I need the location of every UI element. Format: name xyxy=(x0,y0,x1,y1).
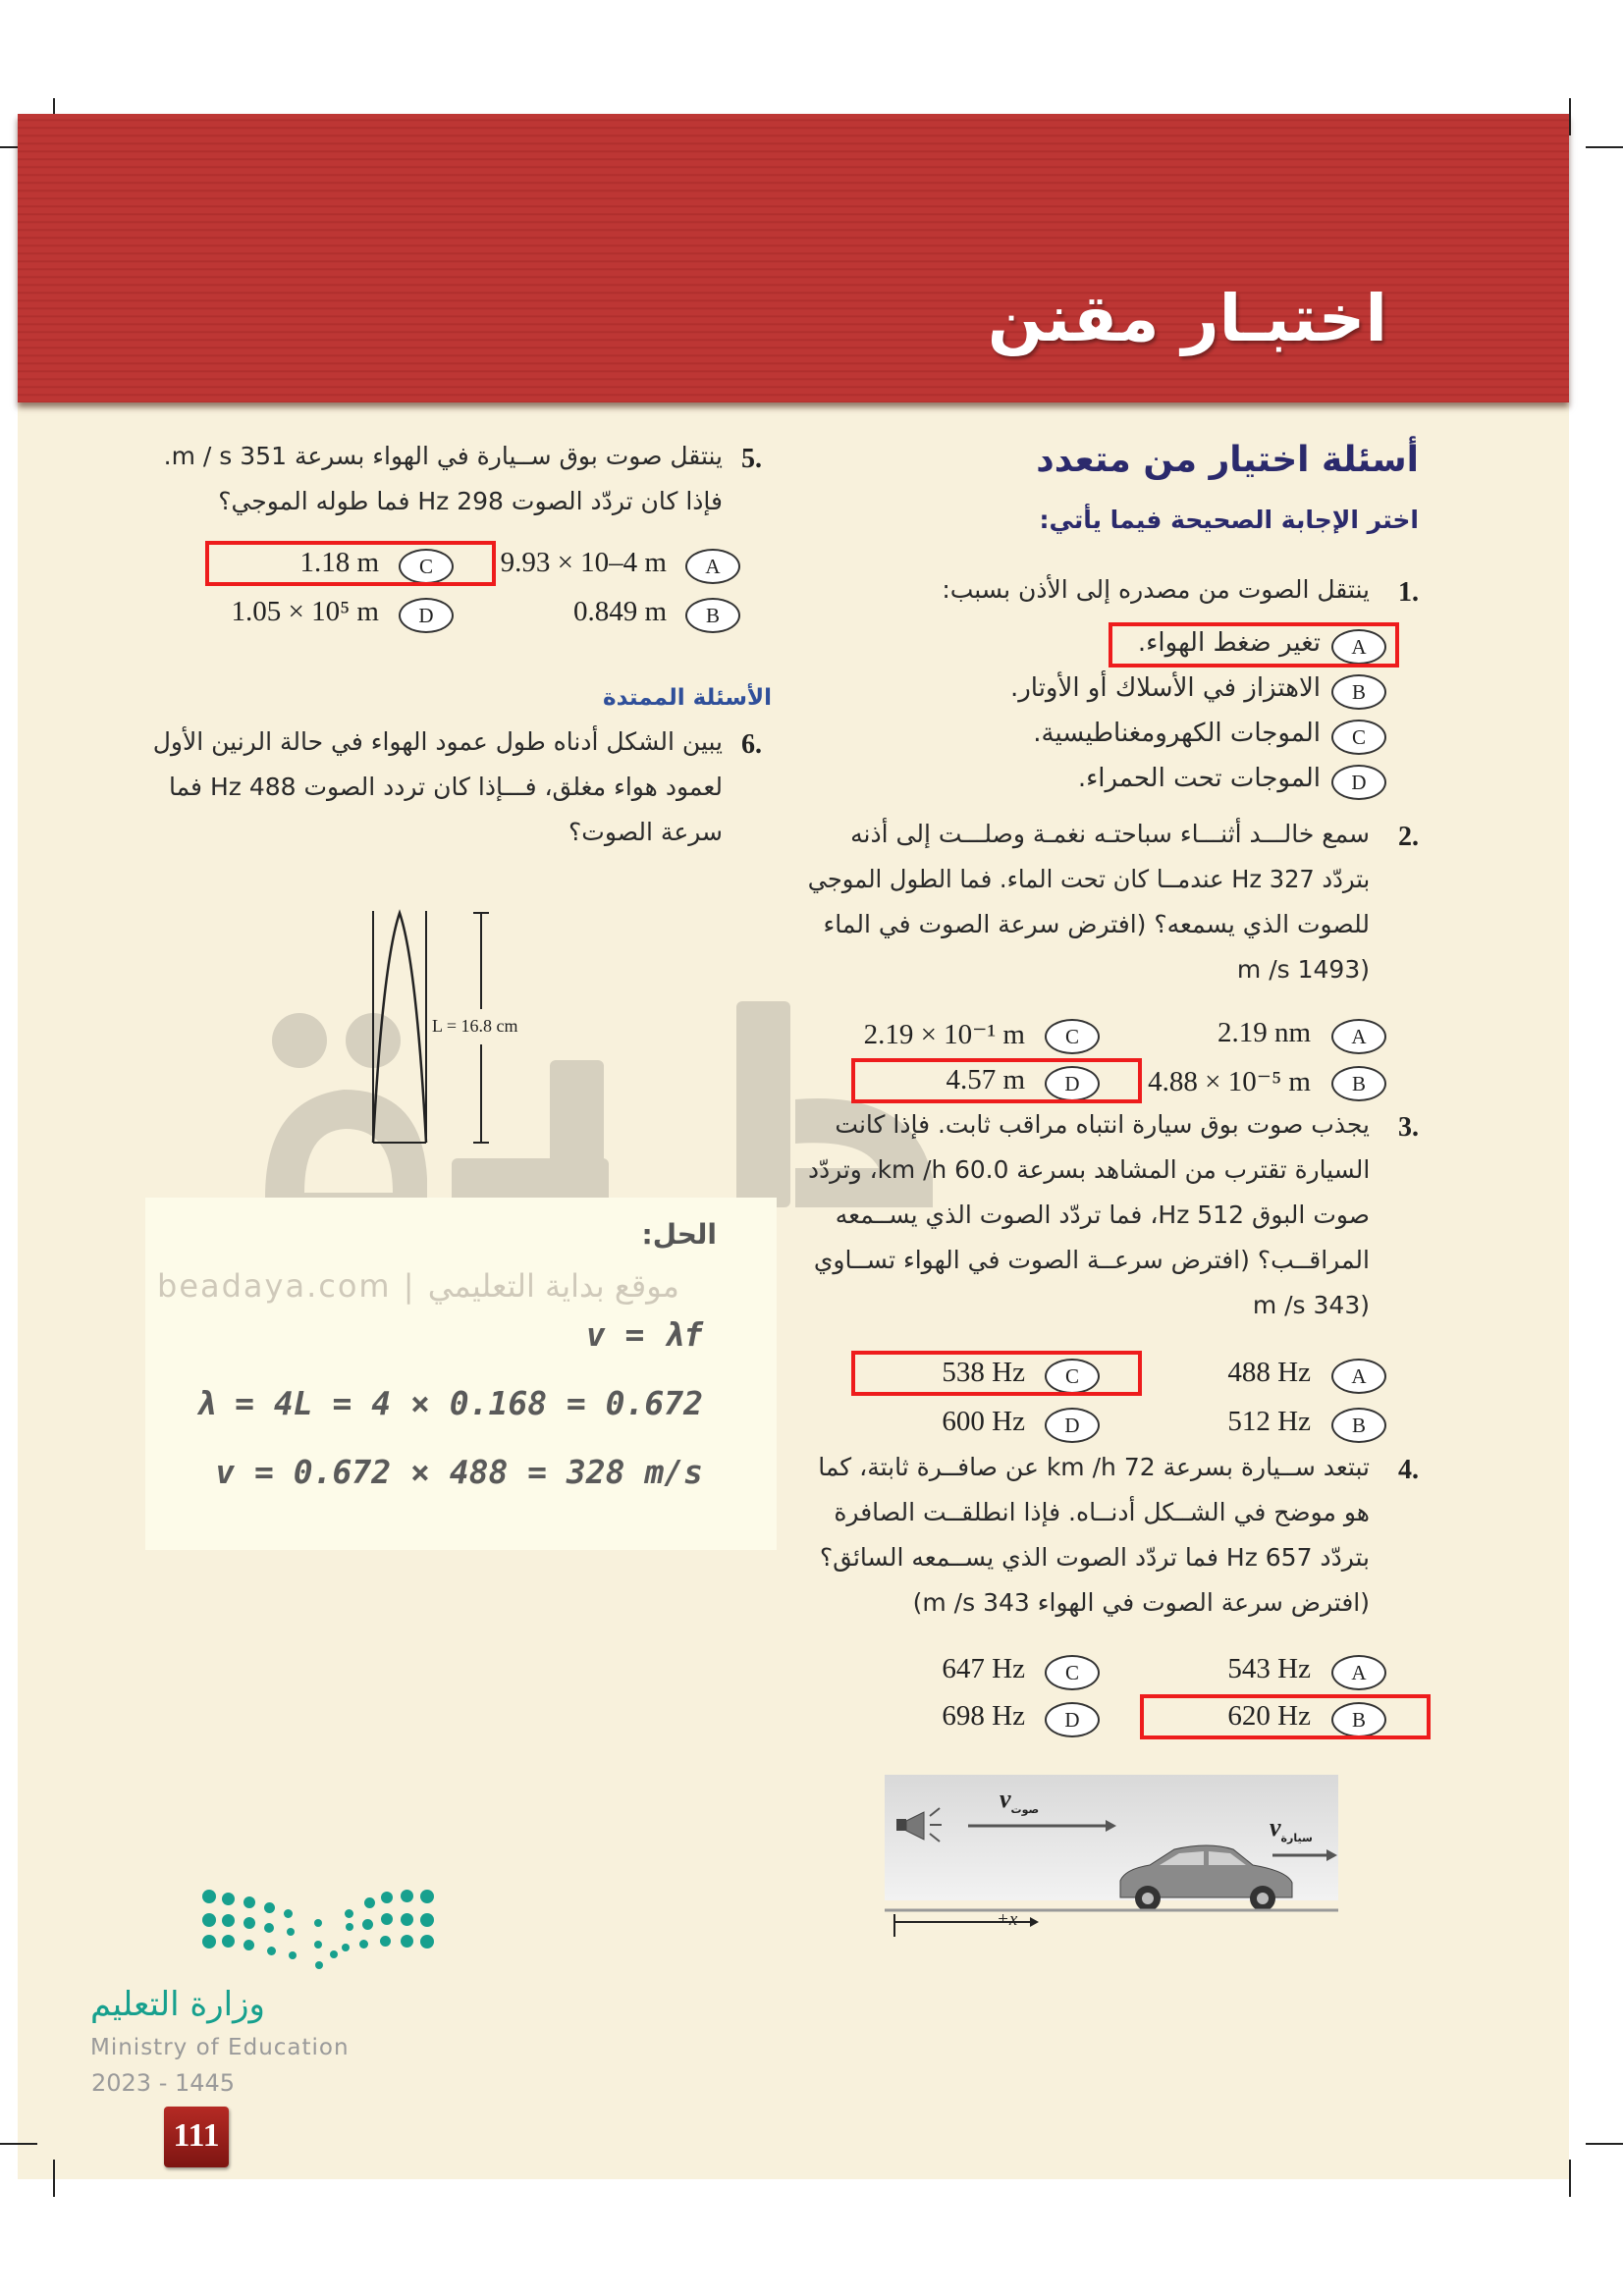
option-d-bubble[interactable]: D xyxy=(1045,1702,1100,1737)
option-b-bubble[interactable]: B xyxy=(1331,1066,1386,1101)
logo-dot xyxy=(202,1913,216,1927)
page-title: اختبـار مقنن xyxy=(987,281,1387,356)
option-c-bubble[interactable]: C xyxy=(1045,1655,1100,1690)
title-banner xyxy=(18,114,1569,402)
doppler-car-figure-drawing xyxy=(885,1775,1346,1942)
solution-equation: λ = 4L = 4 × 0.168 = 0.672 xyxy=(195,1384,703,1422)
logo-dot xyxy=(342,1944,350,1951)
tube-length-label: L = 16.8 cm xyxy=(432,1016,518,1036)
velocity-symbol: v xyxy=(1270,1813,1281,1842)
logo-dot xyxy=(267,1947,276,1955)
option-a-bubble[interactable]: A xyxy=(1331,1359,1386,1394)
ministry-logo-icon xyxy=(202,1890,430,1968)
question-number: 3. xyxy=(1398,1112,1419,1143)
sound-subscript: صوت xyxy=(1010,1803,1040,1817)
logo-dot xyxy=(401,1935,413,1948)
question-text-line: ينتقل الصوت من مصدره إلى الأذن بسبب: xyxy=(942,575,1370,604)
question-text-line: للصوت الذي يسمعه؟ (افترض سرعة الصوت في الماء xyxy=(823,910,1370,938)
logo-dot xyxy=(222,1935,235,1948)
question-text-line: السيارة تقترب من المشاهد بسرعة 60.0 km /h، وتردّد xyxy=(807,1155,1370,1184)
watermark-shape xyxy=(272,1013,327,1068)
question-text-line: صوت البوق 512 Hz، فما تردّد الصوت الذي يســمعه xyxy=(835,1201,1370,1229)
answer-highlight xyxy=(205,541,496,586)
option-b-bubble[interactable]: B xyxy=(1331,1408,1386,1443)
logo-dot xyxy=(364,1897,375,1908)
car-icon xyxy=(1120,1845,1292,1911)
watermark-text: beadaya.com | موقع بداية التعليمي xyxy=(157,1267,679,1305)
logo-dot xyxy=(264,1923,274,1933)
question-text-line: هو موضح في الشــكل أدنــاه. فإذا انطلقــت الصافرة xyxy=(834,1498,1370,1526)
watermark-shape xyxy=(736,1001,790,1207)
question-number: 2. xyxy=(1398,822,1419,852)
question-text-line: بتردّد 657 Hz فما تردّد الصوت الذي يســمعه السائق؟ xyxy=(819,1543,1370,1572)
logo-dot xyxy=(401,1890,413,1902)
question-text-line: سرعة الصوت؟ xyxy=(568,818,723,846)
question-number: 6. xyxy=(741,729,762,760)
option-c-bubble[interactable]: C xyxy=(1331,720,1386,755)
logo-dot xyxy=(202,1890,216,1903)
option-a-text: 9.93 × 10–4 m xyxy=(500,547,667,578)
question-text-line: لعمود هواء مغلق، فـــإذا كان تردد الصوت 488 Hz فما xyxy=(168,773,723,801)
ministry-name-ar: وزارة التعليم xyxy=(90,1985,265,2024)
logo-dot xyxy=(264,1902,275,1913)
section-instruction: اختر الإجابة الصحيحة فيما يأتي: xyxy=(1039,506,1419,534)
option-a-bubble[interactable]: A xyxy=(685,549,740,584)
crop-mark xyxy=(0,2143,37,2145)
option-a-text: تغير ضغط الهواء. xyxy=(1137,628,1321,658)
answer-highlight xyxy=(1140,1694,1431,1739)
logo-dot xyxy=(381,1913,393,1925)
option-d-text: 600 Hz xyxy=(942,1406,1025,1437)
question-text-line: سمع خالـــد أثنـــاء سباحتـه نغمـة وصلـــت إلى أذنه xyxy=(850,820,1370,848)
option-d-text: 4.57 m xyxy=(946,1064,1025,1095)
option-b-text: 0.849 m xyxy=(572,596,667,627)
logo-dot xyxy=(243,1940,254,1950)
option-b-text: 4.88 × 10⁻⁵ m xyxy=(1148,1066,1311,1097)
logo-dot xyxy=(381,1892,393,1903)
option-d-bubble[interactable]: D xyxy=(1331,765,1386,800)
crop-mark xyxy=(53,2160,55,2197)
crop-mark xyxy=(1586,146,1623,148)
logo-dot xyxy=(202,1935,216,1949)
option-c-text: 538 Hz xyxy=(942,1357,1025,1388)
logo-dot xyxy=(284,1909,293,1918)
answer-highlight xyxy=(1109,622,1399,667)
solution-label: الحل: xyxy=(641,1218,717,1251)
option-d-bubble[interactable]: D xyxy=(1045,1066,1100,1101)
option-d-bubble[interactable]: D xyxy=(399,598,454,633)
option-a-text: 543 Hz xyxy=(1227,1653,1311,1684)
option-b-bubble[interactable]: B xyxy=(685,598,740,633)
option-a-text: 488 Hz xyxy=(1227,1357,1311,1388)
logo-dot xyxy=(380,1936,391,1947)
option-c-bubble[interactable]: C xyxy=(1045,1359,1100,1394)
question-text-line: يجذب صوت بوق سيارة انتباه مراقب ثابت. فإذا كانت xyxy=(835,1110,1370,1139)
logo-dot xyxy=(315,1961,323,1969)
page-number: 111 xyxy=(164,2107,229,2167)
logo-dot xyxy=(401,1913,413,1926)
option-b-text: 620 Hz xyxy=(1227,1700,1311,1732)
velocity-symbol: v xyxy=(1000,1785,1011,1813)
option-b-text: الاهتزاز في الأسلاك أو الأوتار. xyxy=(1009,673,1321,703)
option-b-bubble[interactable]: B xyxy=(1331,1702,1386,1737)
option-b-text: 512 Hz xyxy=(1227,1406,1311,1437)
car-velocity-label xyxy=(1270,1813,1313,1844)
logo-dot xyxy=(420,1913,434,1927)
logo-dot xyxy=(243,1917,255,1929)
ministry-name-en: Ministry of Education xyxy=(90,2035,350,2060)
logo-dot xyxy=(287,1928,295,1936)
logo-dot xyxy=(314,1919,322,1927)
car-subscript: سيارة xyxy=(1280,1832,1313,1845)
logo-dot xyxy=(314,1941,322,1949)
option-c-bubble[interactable]: C xyxy=(399,549,454,584)
logo-dot xyxy=(289,1951,297,1959)
section-heading: أسئلة اختيار من متعدد xyxy=(1036,440,1419,480)
logo-dot xyxy=(420,1890,434,1903)
question-number: 1. xyxy=(1398,577,1419,608)
crop-mark xyxy=(1586,2143,1623,2145)
question-text-line: (1493 m /s xyxy=(1236,955,1370,984)
question-text-line: فإذا كان تردّد الصوت 298 Hz فما طوله الموجي؟ xyxy=(218,487,723,515)
logo-dot xyxy=(222,1893,235,1905)
answer-highlight xyxy=(851,1058,1142,1103)
question-text-line: يبين الشكل أدناه طول عمود الهواء في حالة الرنين الأول xyxy=(152,727,723,756)
option-c-text: 1.18 m xyxy=(299,547,379,578)
solution-equation: v = 0.672 × 488 = 328 m/s xyxy=(215,1453,703,1491)
solution-equation: v = λf xyxy=(585,1315,703,1354)
question-number: 5. xyxy=(741,444,762,474)
option-d-bubble[interactable]: D xyxy=(1045,1408,1100,1443)
option-a-bubble[interactable]: A xyxy=(1331,1655,1386,1690)
option-c-text: 647 Hz xyxy=(942,1653,1025,1684)
question-text-line: (افترض سرعة الصوت في الهواء 343 m /s) xyxy=(912,1588,1370,1617)
question-text-line: بتردّد 327 Hz عندمــا كان تحت الماء. فما الطول الموجي xyxy=(807,865,1370,893)
question-text-line: ينتقل صوت بوق ســيارة في الهواء بسرعة 351 m / s. xyxy=(163,442,723,470)
option-b-bubble[interactable]: B xyxy=(1331,674,1386,710)
option-c-bubble[interactable]: C xyxy=(1045,1019,1100,1054)
sound-velocity-label xyxy=(1000,1785,1039,1816)
question-text-line: تبتعد ســيارة بسرعة 72 km /h عن صافــرة ثابتة، كما xyxy=(818,1453,1370,1481)
standing-wave-curve xyxy=(373,913,426,1143)
option-d-text: 698 Hz xyxy=(942,1700,1025,1732)
logo-dot xyxy=(362,1919,373,1930)
extended-questions-heading: الأسئلة الممتدة xyxy=(603,685,772,711)
logo-dot xyxy=(330,1950,338,1958)
whistle-speaker-icon xyxy=(896,1808,942,1842)
option-c-text: 2.19 × 10⁻¹ m xyxy=(863,1019,1025,1050)
option-a-bubble[interactable]: A xyxy=(1331,629,1386,665)
logo-dot xyxy=(420,1935,434,1949)
logo-dot xyxy=(222,1914,235,1927)
crop-mark xyxy=(1569,98,1571,135)
logo-dot xyxy=(346,1923,353,1931)
answer-highlight xyxy=(851,1351,1142,1396)
option-d-text: 1.05 × 10⁵ m xyxy=(231,596,379,627)
question-number: 4. xyxy=(1398,1455,1419,1485)
option-a-text: 2.19 nm xyxy=(1217,1017,1311,1048)
question-text-line: (343 m /s xyxy=(1252,1291,1370,1319)
option-d-text: الموجات تحت الحمراء. xyxy=(1077,764,1321,793)
logo-dot xyxy=(359,1940,368,1949)
question-text-line: المراقــب؟ (افترض سرعــة الصوت في الهواء تســاوي xyxy=(813,1246,1370,1274)
option-c-text: الموجات الكهرومغناطيسية. xyxy=(1033,719,1321,748)
x-axis-label: +x xyxy=(997,1909,1018,1930)
crop-mark xyxy=(1569,2160,1571,2197)
logo-dot xyxy=(345,1909,353,1918)
logo-dot xyxy=(243,1896,255,1908)
option-a-bubble[interactable]: A xyxy=(1331,1019,1386,1054)
edition-year: 2023 - 1445 xyxy=(91,2069,236,2097)
